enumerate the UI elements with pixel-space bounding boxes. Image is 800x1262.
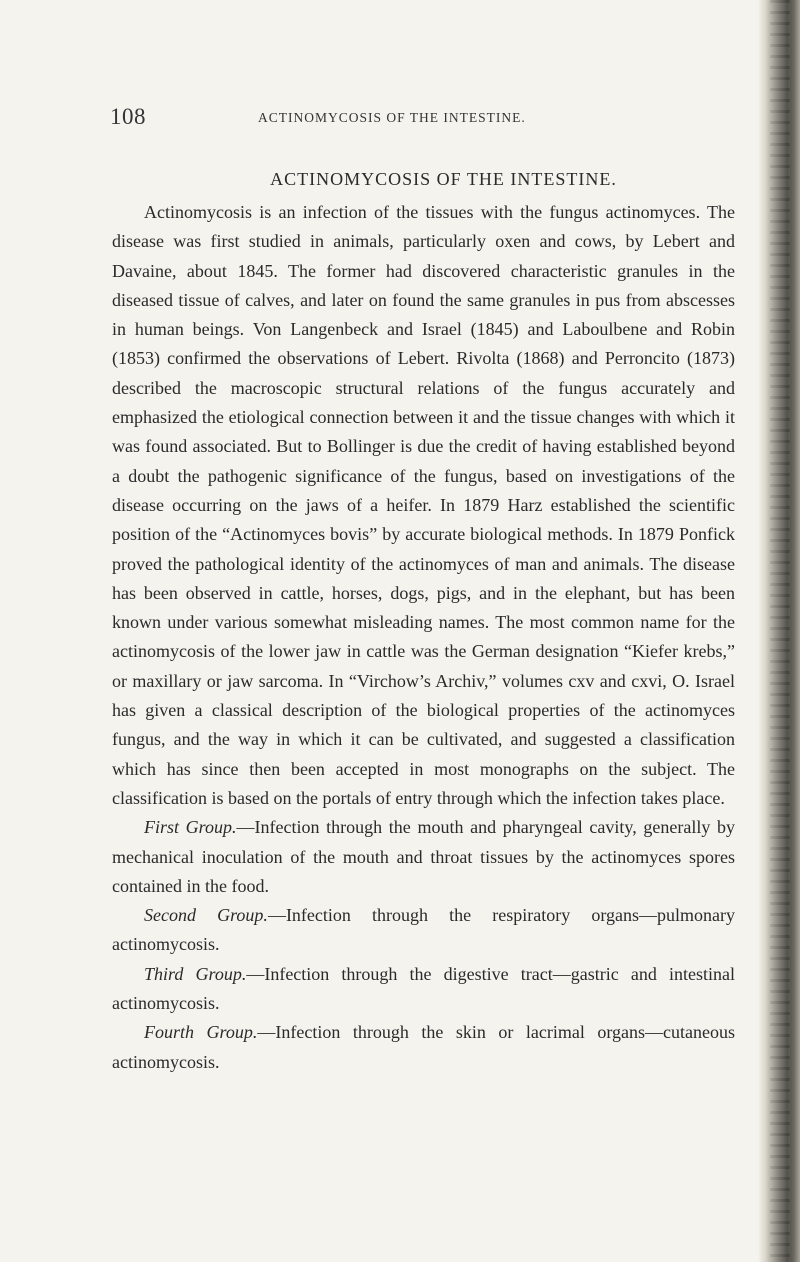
group-paragraph-third	[112, 960, 735, 1019]
page-number: 108	[110, 104, 146, 129]
group-text: —Infection through the skin or lacrimal organs—cutaneous actinomycosis.	[112, 1022, 735, 1072]
group-paragraph-second	[112, 901, 735, 960]
article-body	[112, 164, 735, 1077]
group-paragraph-fourth	[112, 1018, 735, 1077]
group-text: —Infection through the mouth and pharyngeal cavity, generally by mechanical inoculation of the mouth and throat tissues by the actinomyces spores contained in the food.	[112, 817, 736, 896]
group-label: Third Group.	[144, 963, 247, 984]
group-text: —Infection through the respiratory organs—pulmonary actinomycosis.	[112, 905, 735, 955]
group-paragraph-first	[112, 813, 735, 901]
group-text: —Infection through the digestive tract—gastric and intestinal actinomycosis.	[112, 963, 736, 1014]
running-head	[110, 104, 760, 134]
group-label: Fourth Group.	[144, 1022, 258, 1043]
intro-paragraph: Actinomycosis is an infection of the tissues with the fungus actinomyces. The disease was first studied in animals, particularly oxen and cows, by Lebert and Davaine, about 1845. The former had discovered characteristic granules in the diseased tissue of calves, and later on found the same granules in pus from abscesses in human beings. Von Langenbeck and Israel (1845) and Laboulbene and Robin (1853) confirmed the observations of Lebert. Rivolta (1868) and Perroncito (1873) described the macroscopic structural relations of the fungus accurately and emphasized the etiological connection between it and the tissue changes with which it was found associated. But to Bollinger is due the credit of having established beyond a doubt the pathogenic significance of the fungus, based on investigations of the disease occurring on the jaws of a heifer. In 1879 Harz established the scientific position of the “Actinomyces bovis” by accurate biological methods. In 1879 Ponfick proved the pathological identity of the actinomyces of man and animals. The disease has been observed in cattle, horses, dogs, pigs, and in the elephant, but has been known under various somewhat misleading names. The most common name for the actinomycosis of the lower jaw in cattle was the German designation “Kiefer krebs,” or maxillary or jaw sarcoma. In “Virchow’s Archiv,” volumes cxv and cxvi, O. Israel has given a classical description of the biological properties of the actinomyces fungus, and the way in which it can be cultivated, and suggested a classification which has since then been accepted in most monographs on the subject. The classification is based on the portals of entry through which the infection takes place.	[112, 202, 735, 808]
group-label: Second Group.	[144, 905, 268, 926]
article-title: ACTINOMYCOSIS OF THE INTESTINE.	[270, 169, 617, 189]
book-spine-shadow	[758, 0, 800, 1262]
group-label: First Group.	[144, 817, 237, 838]
running-title: ACTINOMYCOSIS OF THE INTESTINE.	[258, 110, 526, 125]
